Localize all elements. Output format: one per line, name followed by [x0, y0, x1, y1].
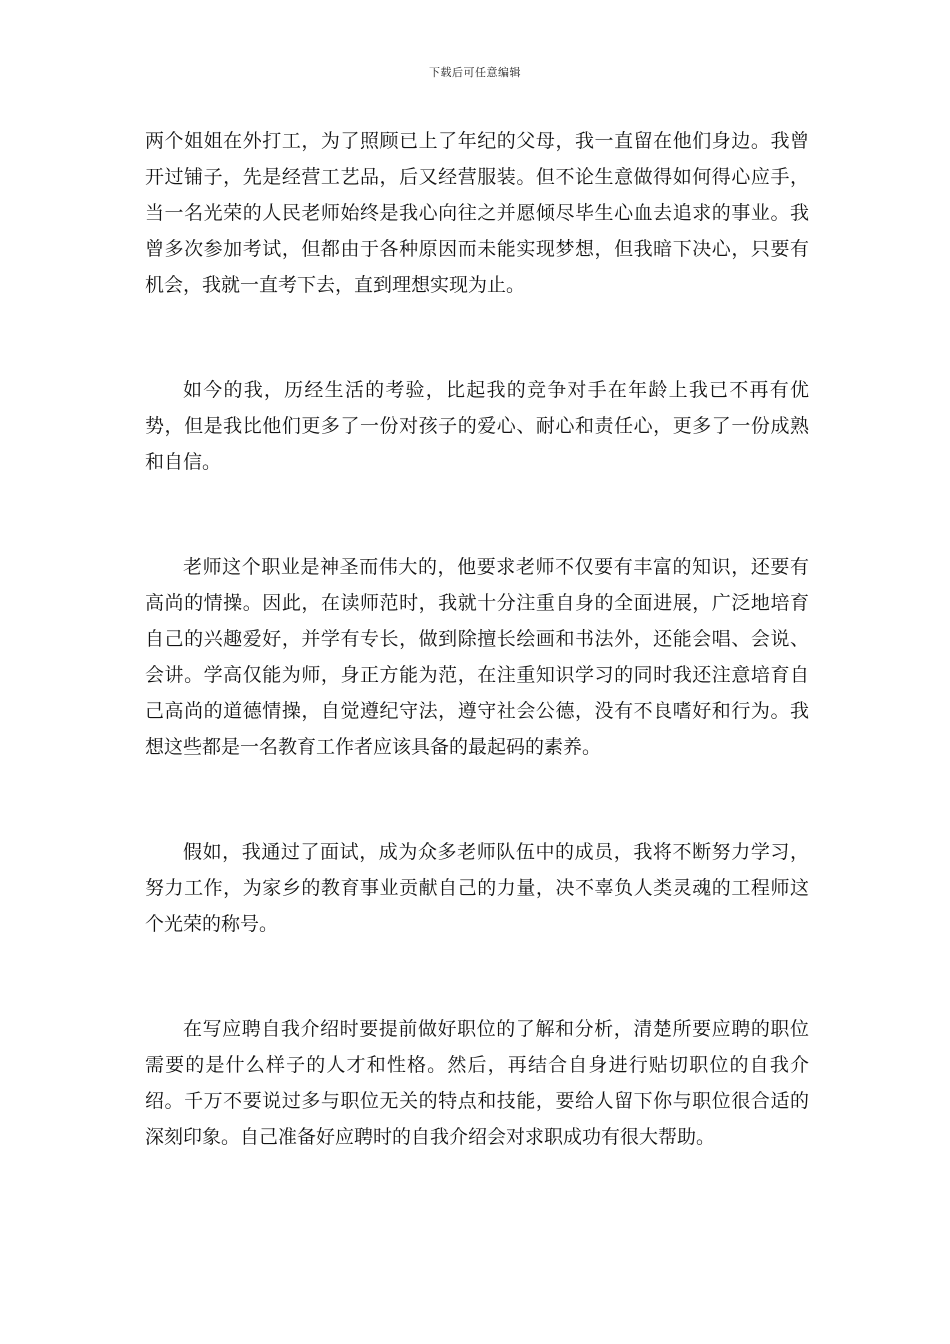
paragraph-3: 老师这个职业是神圣而伟大的，他要求老师不仅要有丰富的知识，还要有高尚的情操。因此，在读师范时，我就十分注重自身的全面进展，广泛地培育自己的兴趣爱好，并学有专长，做到除擅长绘画和书法外，还能会唱、会说、会讲。学高仅能为师，身正方能为范，在注重知识学习的同时我还注意培育自己高尚的道德情操，自觉遵纪守法，遵守社会公德，没有不良嗜好和行为。我想这些都是一名教育工作者应该具备的最起码的素养。 [145, 556, 809, 758]
paragraph-4: 假如，我通过了面试，成为众多老师队伍中的成员，我将不断努力学习，努力工作，为家乡的教育事业贡献自己的力量，决不辜负人类灵魂的工程师这个光荣的称号。 [145, 841, 809, 935]
paragraph-2: 如今的我，历经生活的考验，比起我的竞争对手在年龄上我已不再有优势，但是我比他们更多了一份对孩子的爱心、耐心和责任心，更多了一份成熟和自信。 [145, 379, 809, 473]
paragraph-1: 两个姐姐在外打工，为了照顾已上了年纪的父母，我一直留在他们身边。我曾开过铺子，先是经营工艺品，后又经营服装。但不论生意做得如何得心应手，当一名光荣的人民老师始终是我心向往之并愿倾尽毕生心血去追求的事业。我曾多次参加考试，但都由于各种原因而未能实现梦想，但我暗下决心，只要有机会，我就一直考下去，直到理想实现为止。 [145, 130, 809, 296]
paragraph-5: 在写应聘自我介绍时要提前做好职位的了解和分析，清楚所要应聘的职位需要的是什么样子的人才和性格。然后，再结合自身进行贴切职位的自我介绍。千万不要说过多与职位无关的特点和技能，要给人留下你与职位很合适的深刻印象。自己准备好应聘时的自我介绍会对求职成功有很大帮助。 [145, 1018, 809, 1148]
document-body [145, 123, 809, 1155]
header-note: 下载后可任意编辑 [429, 66, 521, 79]
